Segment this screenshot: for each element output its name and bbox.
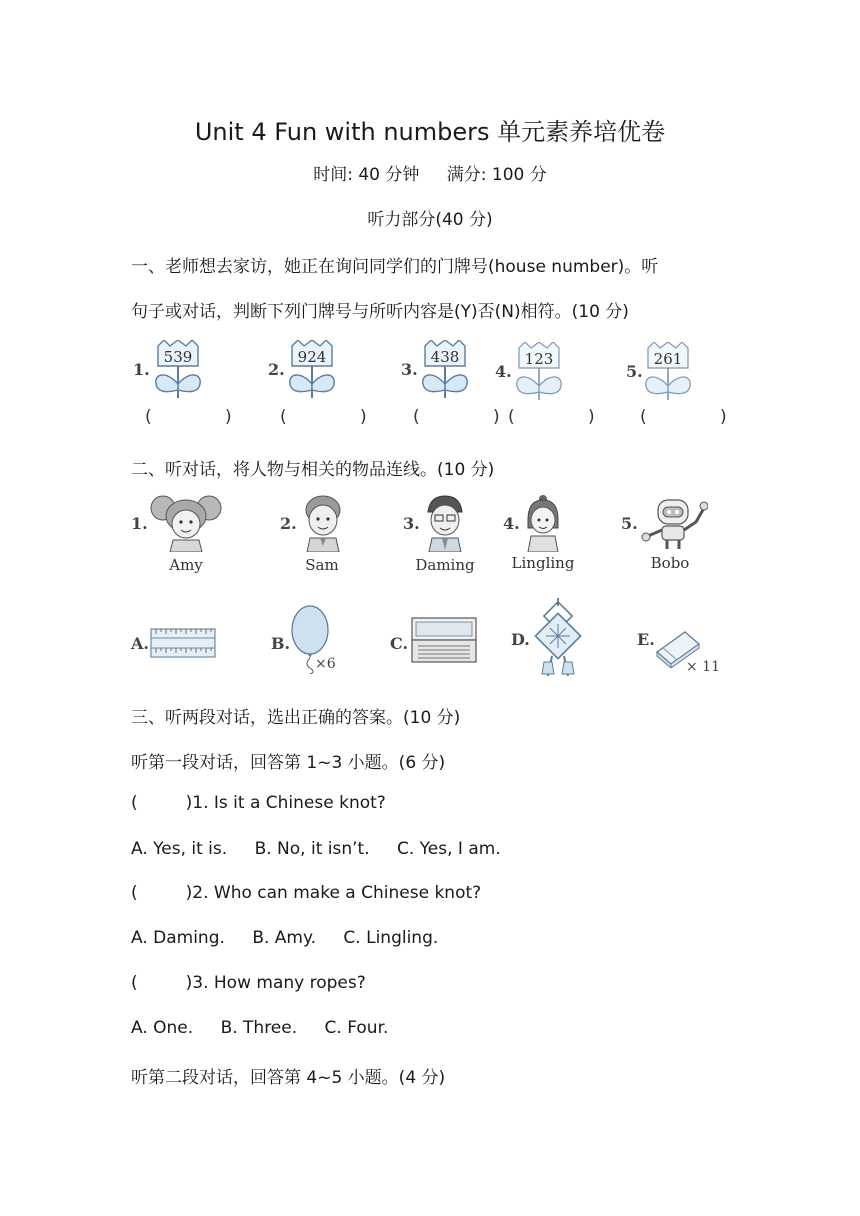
ruler-icon: [150, 626, 216, 660]
part1-instruction-line1: 一、老师想去家访，她正在询问同学们的门牌号(house number)。听: [131, 257, 659, 277]
quantity-label: × 11: [686, 659, 720, 675]
question-2-options: [131, 928, 460, 948]
flower-sign-icon: [511, 342, 567, 404]
item-number: 3.: [403, 514, 420, 533]
question-1: [131, 793, 386, 813]
part2-instruction: 二、听对话，将人物与相关的物品连线。(10 分): [131, 460, 495, 480]
house-number: 924: [297, 348, 327, 366]
option-c: C. Yes, I am.: [397, 839, 501, 859]
boy-sam-icon: [298, 494, 348, 552]
answer-parentheses[interactable]: ( ): [640, 407, 761, 427]
house-number: 539: [163, 348, 193, 366]
item-number: 2.: [280, 514, 297, 533]
option-b: B. Amy.: [252, 928, 317, 948]
item-number: 3.: [401, 360, 418, 379]
person-name: Bobo: [650, 554, 690, 572]
dialog1-instruction: 听第一段对话，回答第 1~3 小题。(6 分): [131, 753, 446, 773]
question-text: )1. Is it a Chinese knot?: [185, 793, 386, 813]
flower-sign-icon: [284, 340, 340, 402]
option-b: B. Three.: [220, 1018, 298, 1038]
item-number: 2.: [268, 360, 285, 379]
pencil-box-icon: [410, 616, 478, 666]
answer-parentheses[interactable]: ( ): [413, 407, 534, 427]
option-a: A. Yes, it is.: [131, 839, 228, 859]
part3-instruction: 三、听两段对话，选出正确的答案。(10 分): [131, 708, 461, 728]
quantity-label: ×6: [315, 656, 336, 672]
chinese-knot-icon: [532, 598, 584, 676]
person-name: Daming: [415, 556, 475, 574]
exam-full-score: 满分: 100 分: [446, 165, 547, 185]
item-number: C.: [390, 634, 409, 653]
option-a: A. Daming.: [131, 928, 225, 948]
flower-sign-icon: [417, 340, 473, 402]
question-3: [131, 973, 366, 993]
answer-bracket-open[interactable]: (: [131, 793, 138, 813]
option-b: B. No, it isn’t.: [254, 839, 370, 859]
answer-parentheses[interactable]: ( ): [280, 407, 401, 427]
answer-parentheses[interactable]: ( ): [145, 407, 266, 427]
exam-meta: [0, 160, 860, 185]
answer-bracket-open[interactable]: (: [131, 973, 138, 993]
girl-amy-icon: [145, 494, 227, 552]
person-name: Lingling: [511, 554, 575, 572]
option-c: C. Lingling.: [343, 928, 439, 948]
item-number: 1.: [131, 514, 148, 533]
option-c: C. Four.: [324, 1018, 389, 1038]
section-heading: 听力部分(40 分): [367, 210, 493, 230]
item-number: A.: [131, 634, 149, 653]
house-number: 123: [524, 350, 554, 368]
question-3-options: [131, 1018, 410, 1038]
item-number: 1.: [133, 360, 150, 379]
question-1-options: [131, 839, 523, 859]
person-name: Amy: [169, 556, 203, 574]
part1-instruction-line2: 句子或对话，判断下列门牌号与所听内容是(Y)否(N)相符。(10 分): [131, 302, 629, 322]
answer-bracket-open[interactable]: (: [131, 883, 138, 903]
question-text: )3. How many ropes?: [185, 973, 366, 993]
item-number: D.: [511, 630, 530, 649]
answer-parentheses[interactable]: ( ): [508, 407, 629, 427]
girl-lingling-icon: [520, 494, 566, 552]
item-number: 4.: [503, 514, 520, 533]
flower-sign-icon: [640, 342, 696, 404]
item-number: 4.: [495, 362, 512, 381]
option-a: A. One.: [131, 1018, 194, 1038]
house-number: 261: [653, 350, 683, 368]
question-2: [131, 883, 481, 903]
flower-sign-icon: [150, 340, 206, 402]
boy-daming-icon: [420, 494, 470, 552]
item-number: E.: [637, 630, 655, 649]
item-number: 5.: [621, 514, 638, 533]
exam-time: 时间: 40 分钟: [313, 165, 420, 185]
robot-bobo-icon: [640, 498, 708, 550]
house-number: 438: [430, 348, 460, 366]
person-name: Sam: [305, 556, 339, 574]
item-number: 5.: [626, 362, 643, 381]
page-title: Unit 4 Fun with numbers 单元素养培优卷: [194, 118, 666, 146]
item-number: B.: [271, 634, 291, 653]
question-text: )2. Who can make a Chinese knot?: [185, 883, 482, 903]
dialog2-instruction: 听第二段对话，回答第 4~5 小题。(4 分): [131, 1068, 446, 1088]
